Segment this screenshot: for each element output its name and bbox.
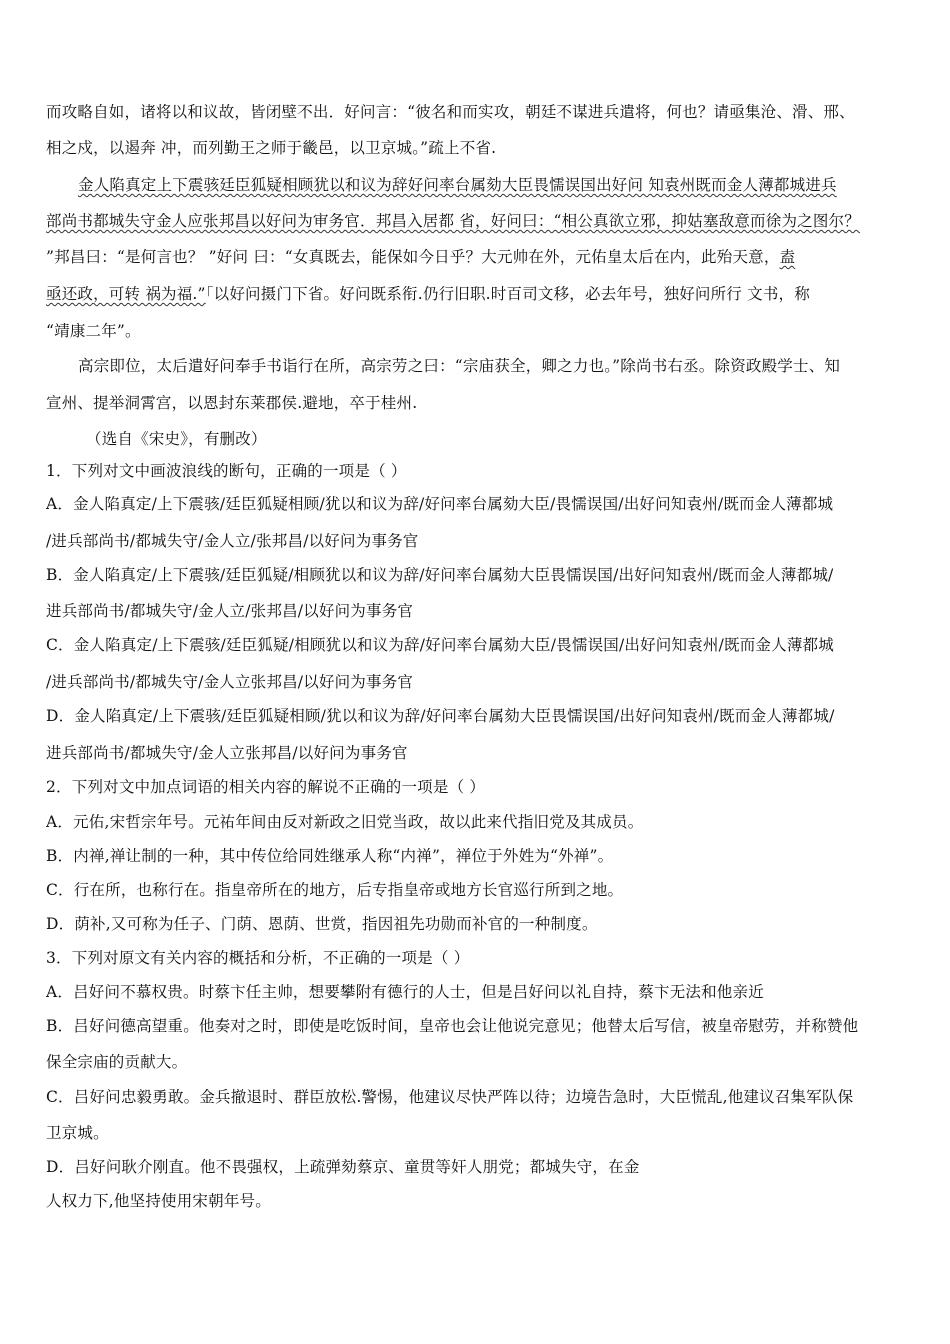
option-b-continued: 进兵部尚书/都城失守/金人立/张邦昌/以好问为事务官 xyxy=(46,602,414,620)
option-d: D．荫补,又可称为任子、门荫、恩荫、世赏，指因祖先功勋而补官的一种制度。 xyxy=(46,915,598,933)
wavy-underlined-text: 盍 xyxy=(779,248,796,266)
option-b: B．内禅,禅让制的一种，其中传位给同姓继承人称“内禅”，禅位于外姓为“外禅”。 xyxy=(46,847,614,865)
passage-wavy-text xyxy=(78,174,908,198)
source-note: （选自《宋史》，有删改） xyxy=(86,430,267,448)
passage-text: “靖康二年”。 xyxy=(46,322,141,340)
option-d-continued: 人权力下,他坚持使用宋朝年号。 xyxy=(46,1192,271,1210)
question-stem: 2．下列对文中加点词语的相关内容的解说不正确的一项是（ ） xyxy=(46,778,486,796)
option-b: B．吕好问德高望重。他奏对之时，即使是吃饭时间，皇帝也会让他说完意见；他替太后写信，被皇帝慰劳，并称赞他 xyxy=(46,1017,859,1035)
option-c: C．吕好问忠毅勇敢。金兵撤退时、群臣放松.警惕，他建议尽快严阵以待；边境告急时，大臣慌乱,他建议召集军队保 xyxy=(46,1088,854,1106)
wavy-underlined-text: 部尚书都城失守金人应张邦昌以好问为审务官．邦昌入居都 省，好问曰：“相公真欲立邪，抑姑塞敌意而徐为之图尔？ xyxy=(46,212,860,230)
option-c-continued: 卫京城。 xyxy=(46,1124,109,1142)
option-b: B．金人陷真定/上下震骇/廷臣狐疑/相顾犹以和议为辞/好问率台属劾大臣畏懦误国/出好问知袁州/既而金人薄都城/ xyxy=(46,566,834,584)
option-d-continued: 进兵部尚书/都城失守/金人立张邦昌/以好问为事务官 xyxy=(46,744,408,762)
passage-fragment: 「以好问摄门下省。好问既系衔.仍行旧职.时百司文移，必去年号，独好问所行 文书，称 xyxy=(205,285,810,303)
option-d: D．金人陷真定/上下震骇/廷臣狐疑相顾/犹以和议为辞/好问率台属劾大臣畏懦误国/出好问知袁州/既而金人薄都城/ xyxy=(46,707,835,725)
passage-fragment: ”邦昌曰：“是何言也？ ”好问 曰：“女真既去，能保如今日乎？大元帅在外，元佑皇太后在内，此殆天意， xyxy=(46,248,780,266)
passage-wavy-text xyxy=(46,210,908,234)
passage-text: 高宗即位，太后遣好问奉手书诣行在所，高宗劳之曰：“宗庙获全，卿之力也。”除尚书右丞。除资政殿学士、知 xyxy=(78,357,841,375)
wavy-underlined-text: 亟还政，可转 祸为福.” xyxy=(46,285,206,303)
option-c: C．金人陷真定/上下震骇/廷臣狐疑/相顾犹以和议为辞/好问率台属劾大臣/畏懦误国/出好问知袁州/既而金人薄都城 xyxy=(46,636,834,654)
option-c: C．行在所，也称行在。指皇帝所在的地方，后专指皇帝或地方长官巡行所到之地。 xyxy=(46,881,624,899)
question-stem: 3．下列对原文有关内容的概括和分析，不正确的一项是（ ） xyxy=(46,949,470,967)
passage-text: 而攻略自如，诸将以和议故，皆闭壁不出．好问言：“彼名和而实攻，朝廷不谋进兵遣将，何也？请亟集沧、滑、邢、 xyxy=(46,103,855,121)
option-b-continued: 保全宗庙的贡献大。 xyxy=(46,1053,188,1071)
option-a: A．金人陷真定/上下震骇/廷臣狐疑相顾/犹以和议为辞/好问率台属劾大臣/畏懦误国/出好问知袁州/既而金人薄都城 xyxy=(46,495,834,513)
wavy-underlined-text: 金人陷真定上下震骇廷臣狐疑相顾犹以和议为辞好问率台属劾大臣畏懦误国出好问 知袁州既而金人薄都城进兵 xyxy=(78,176,837,194)
passage-text: 相之戍，以遏奔 冲，而列勤王之师于畿邑，以卫京城。”疏上不省. xyxy=(46,139,497,157)
option-c-continued: /进兵部尚书/都城失守/金人立张邦昌/以好问为事务官 xyxy=(46,673,414,691)
option-a: A．吕好问不慕权贵。时蔡卞任主帅，想要攀附有德行的人士，但是吕好问以礼自持，蔡卞无法和他亲近 xyxy=(46,983,764,1001)
option-d: D．吕好问耿介刚直。他不畏强权，上疏弹劾蔡京、童贯等奸人朋党；都城失守，在金 xyxy=(46,1158,640,1176)
option-a: A．元佑,宋哲宗年号。元祐年间由反对新政之旧党当政，故以此来代指旧党及其成员。 xyxy=(46,813,644,831)
option-a-continued: /进兵部尚书/都城失守/金人立/张邦昌/以好问为事务官 xyxy=(46,532,419,550)
question-stem: 1．下列对文中画波浪线的断句，正确的一项是（ ） xyxy=(46,462,407,480)
passage-text: 宣州、提举洞霄宫，以恩封东莱郡侯.避地，卒于桂州. xyxy=(46,394,418,412)
passage-text xyxy=(46,283,908,307)
passage-text xyxy=(46,246,908,270)
